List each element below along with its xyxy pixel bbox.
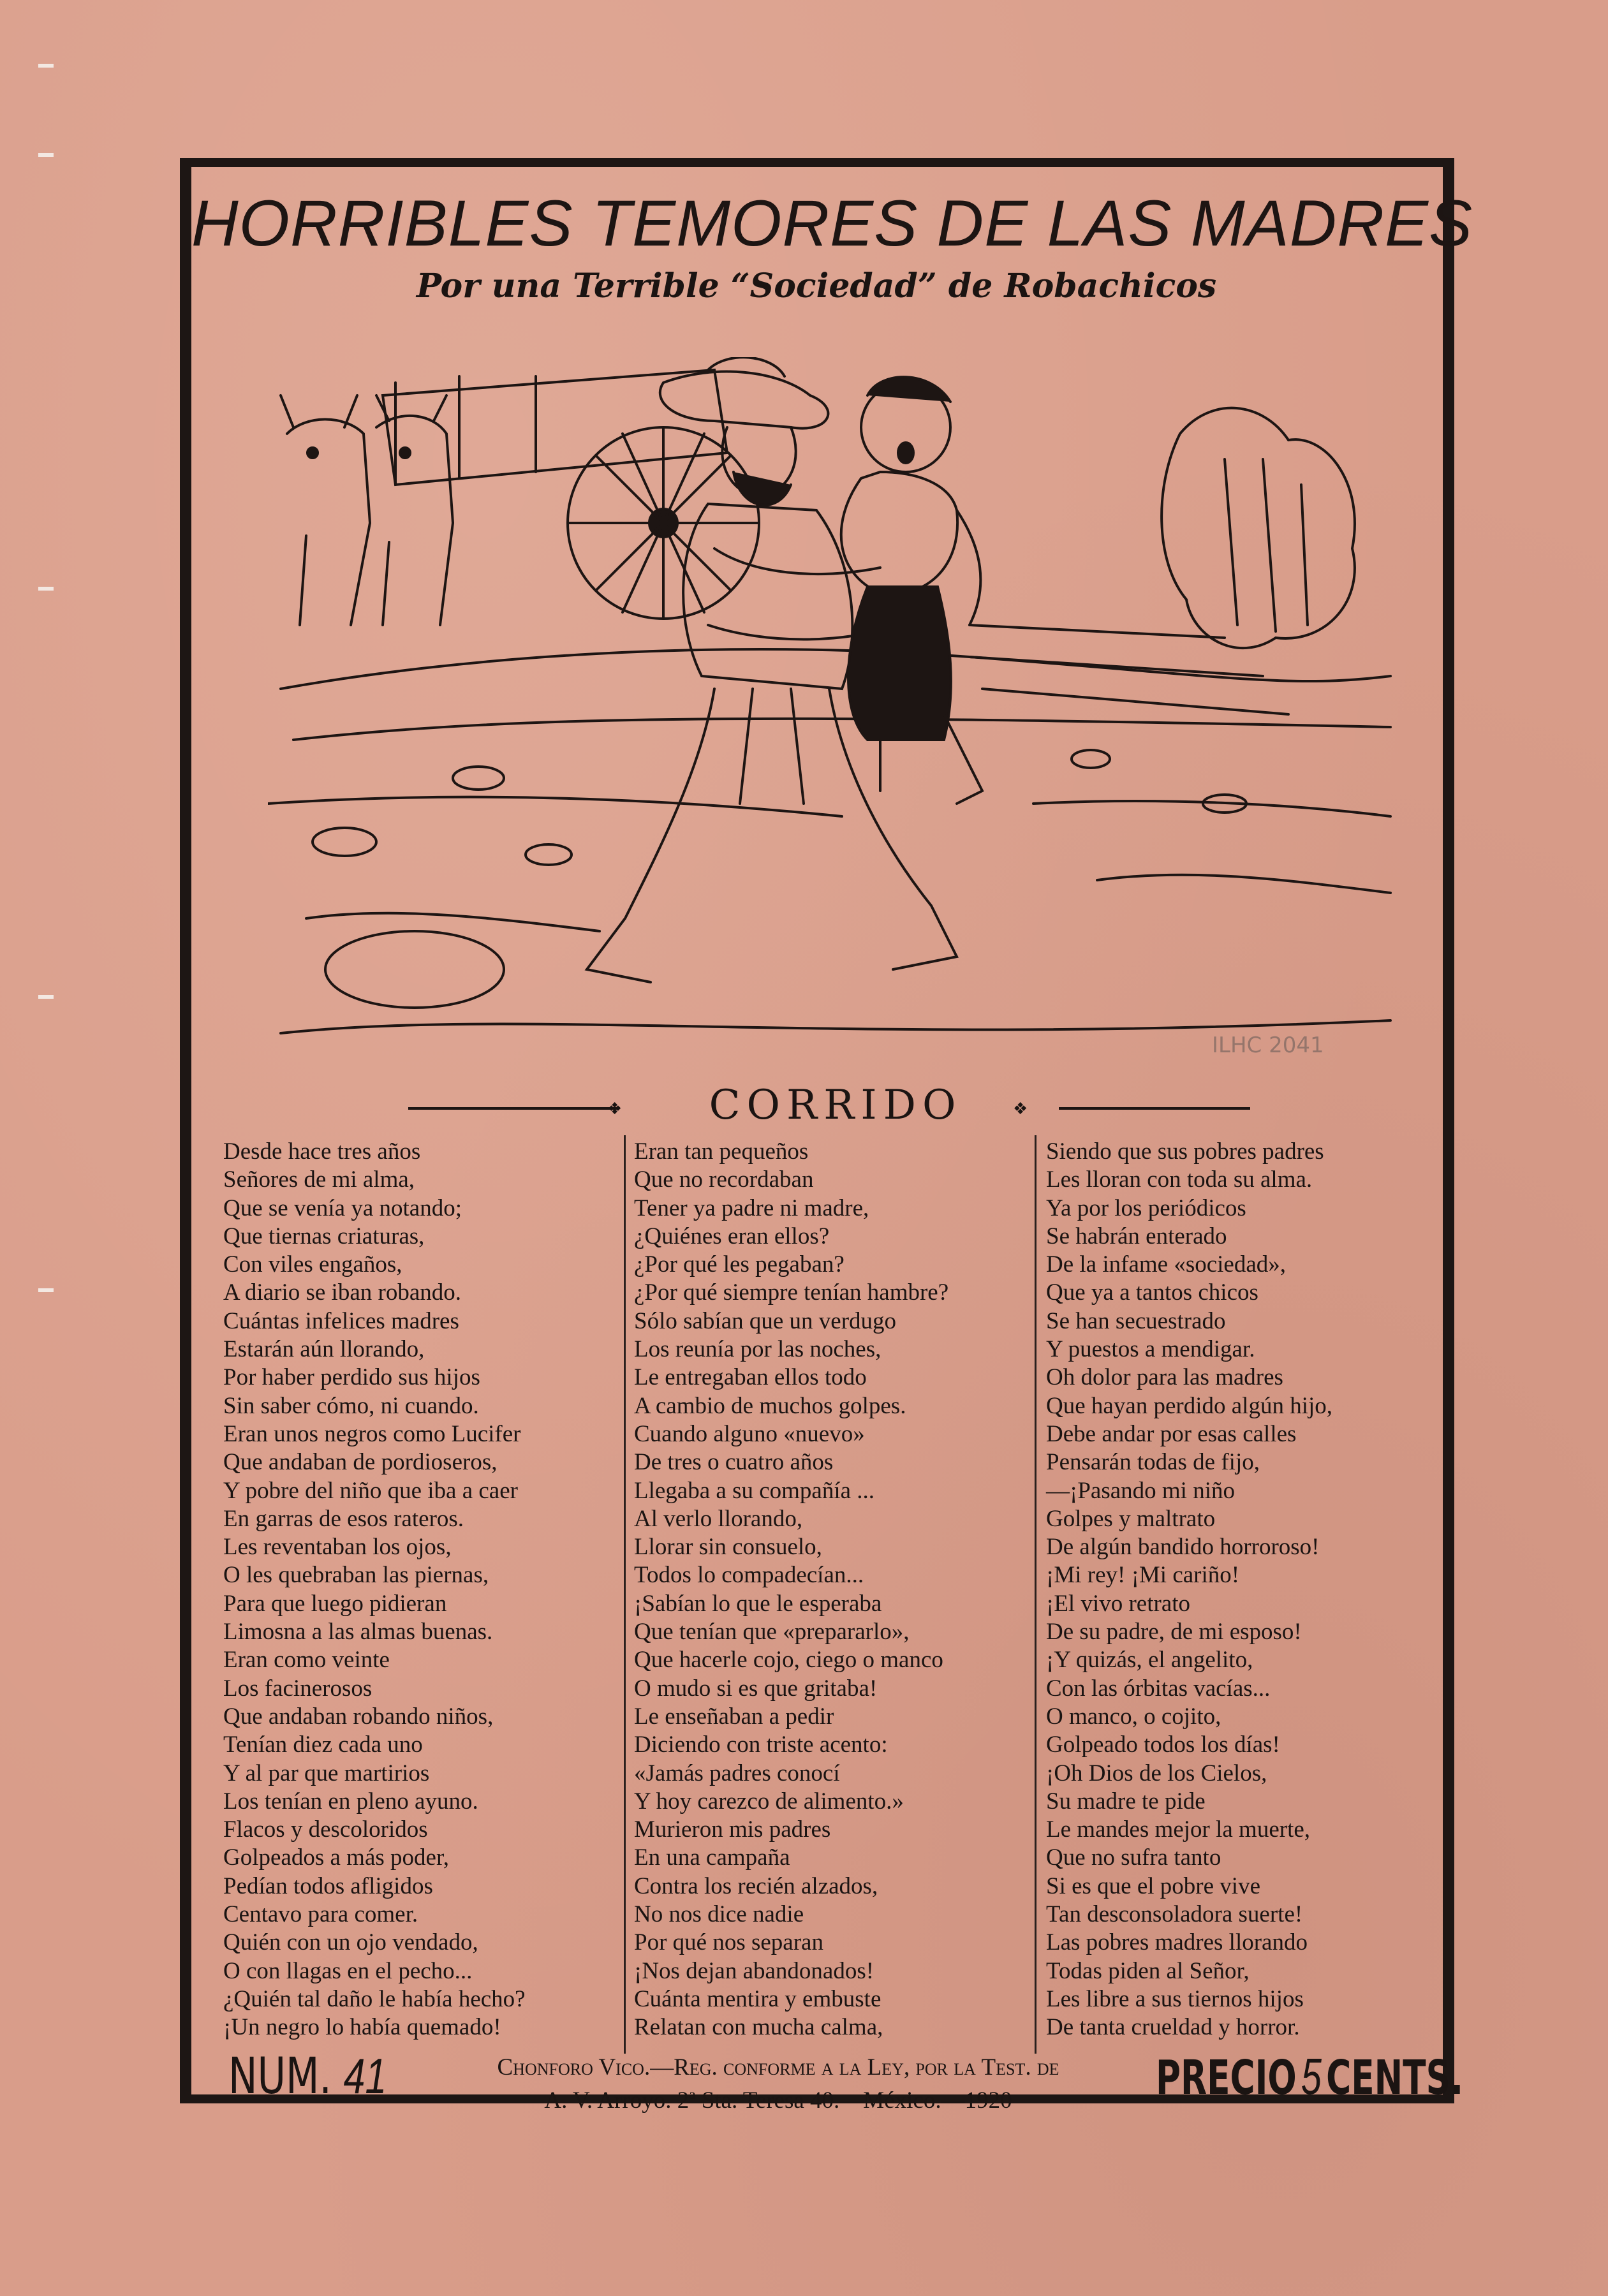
issue-number-label: NUM.	[228, 2048, 332, 2105]
verse-line: O con llagas en el pecho...	[223, 1957, 473, 1984]
verse-line: Y hoy carezco de alimento.»	[634, 1788, 904, 1814]
verse-line: De tres o cuatro años	[634, 1449, 834, 1476]
verse-line: Que ya a tantos chicos	[1046, 1279, 1258, 1306]
page-subtitle: Por una Terrible “Sociedad” de Robachicos	[416, 267, 1217, 305]
heading-rule-left	[408, 1107, 619, 1110]
section-heading-row	[408, 1082, 1250, 1133]
verse-line: Limosna a las almas buenas.	[223, 1619, 493, 1645]
verse-line: Le mandes mejor la muerte,	[1046, 1816, 1311, 1843]
verse-line: Que no recordaban	[634, 1166, 814, 1193]
verse-line: De algún bandido horroroso!	[1046, 1534, 1320, 1561]
verse-line: En una campaña	[634, 1844, 790, 1871]
verse-line: Para que luego pidieran	[223, 1590, 447, 1617]
verse-line: Eran unos negros como Lucifer	[223, 1420, 521, 1447]
verse-line: O les quebraban las piernas,	[223, 1562, 489, 1589]
publisher-line-2: A. V. Arroyo. 2ª Sta. Teresa 40.—México.—1920	[544, 2087, 1012, 2114]
verse-line: Les libre a sus tiernos hijos	[1046, 1985, 1304, 2012]
verse-line: Desde hace tres años	[223, 1138, 421, 1165]
verse-column-1	[223, 1138, 619, 2042]
verse-line: A cambio de muchos golpes.	[634, 1392, 906, 1419]
verse-line: Que hacerle cojo, ciego o manco	[634, 1647, 943, 1674]
price	[1156, 2047, 1463, 2106]
page-title: HORRIBLES TEMORES DE LAS MADRES	[191, 187, 1473, 260]
verse-line: ¿Quién tal daño le había hecho?	[223, 1985, 526, 2012]
verse-line: Los reunía por las noches,	[634, 1336, 881, 1363]
heading-ornament-left: ❖	[607, 1100, 621, 1119]
verse-line: De tanta crueldad y horror.	[1046, 2014, 1300, 2041]
verse-line: En garras de esos rateros.	[223, 1505, 464, 1532]
verse-line: Las pobres madres llorando	[1046, 1929, 1308, 1956]
verse-line: —¡Pasando mi niño	[1046, 1477, 1235, 1504]
verse-line: Relatan con mucha calma,	[634, 2014, 883, 2041]
verse-line: Y al par que martirios	[223, 1760, 430, 1786]
verse-line: Todas piden al Señor,	[1046, 1957, 1250, 1984]
verse-line: Debe andar por esas calles	[1046, 1420, 1297, 1447]
verse-line: Pedían todos afligidos	[223, 1873, 433, 1899]
verse-line: Por haber perdido sus hijos	[223, 1364, 480, 1391]
verse-line: Le entregaban ellos todo	[634, 1364, 867, 1391]
verse-line: ¡Mi rey! ¡Mi cariño!	[1046, 1562, 1240, 1589]
verse-line: Siendo que sus pobres padres	[1046, 1138, 1324, 1165]
verse-line: Le enseñaban a pedir	[634, 1703, 834, 1730]
verse-line: Que hayan perdido algún hijo,	[1046, 1392, 1333, 1419]
verse-line: Todos lo compadecían...	[634, 1562, 864, 1589]
verse-line: Pensarán todas de fijo,	[1046, 1449, 1260, 1476]
verse-line: ¡Oh Dios de los Cielos,	[1046, 1760, 1267, 1786]
verse-column-2	[634, 1138, 1036, 2042]
verse-line: ¡El vivo retrato	[1046, 1590, 1191, 1617]
verse-line: Si es que el pobre vive	[1046, 1873, 1260, 1899]
verse-line: Que se venía ya notando;	[223, 1195, 462, 1221]
verse-line: Contra los recién alzados,	[634, 1873, 878, 1899]
verse-line: Les reventaban los ojos,	[223, 1534, 452, 1561]
verse-line: A diario se iban robando.	[223, 1279, 461, 1306]
verse-line: Los facinerosos	[223, 1675, 372, 1702]
verse-line: ¿Por qué les pegaban?	[634, 1251, 845, 1278]
verse-line: ¡Nos dejan abandonados!	[634, 1957, 874, 1984]
verse-line: Murieron mis padres	[634, 1816, 831, 1843]
issue-number-value: 41	[343, 2048, 387, 2104]
verse-line: Cuántas infelices madres	[223, 1307, 459, 1334]
price-unit: CENTS.	[1326, 2050, 1464, 2105]
verse-line: Que tenían que «prepararlo»,	[634, 1619, 910, 1645]
verse-line: Con viles engaños,	[223, 1251, 402, 1278]
verse-line: ¿Por qué siempre tenían hambre?	[634, 1279, 949, 1306]
verse-line: Los tenían en pleno ayuno.	[223, 1788, 478, 1814]
verse-line: Tenían diez cada uno	[223, 1732, 423, 1758]
heading-ornament-right: ❖	[1013, 1100, 1027, 1119]
verse-line: Tan desconsoladora suerte!	[1046, 1901, 1303, 1928]
verse-line: Eran tan pequeños	[634, 1138, 809, 1165]
verse-line: Su madre te pide	[1046, 1788, 1206, 1814]
verse-line: Se habrán enterado	[1046, 1223, 1227, 1249]
verse-line: Y puestos a mendigar.	[1046, 1336, 1255, 1363]
verse-line: De su padre, de mi esposo!	[1046, 1619, 1302, 1645]
verse-line: Sin saber cómo, ni cuando.	[223, 1392, 479, 1419]
verse-line: Golpeados a más poder,	[223, 1844, 450, 1871]
verse-line: Que andaban robando niños,	[223, 1703, 494, 1730]
verse-line: ¡Un negro lo había quemado!	[223, 2014, 501, 2041]
library-stamp: ILHC 2041	[1212, 1033, 1324, 1058]
verse-line: ¿Quiénes eran ellos?	[634, 1223, 830, 1249]
verse-line: Tener ya padre ni madre,	[634, 1195, 869, 1221]
verse-line: Oh dolor para las madres	[1046, 1364, 1283, 1391]
verse-line: Ya por los periódicos	[1046, 1195, 1246, 1221]
verse-line: Se han secuestrado	[1046, 1307, 1226, 1334]
verse-line: ¡Sabían lo que le esperaba	[634, 1590, 882, 1617]
publisher-line-1: Chonforo Vico.—Reg. conforme a la Ley, por la Test. de	[497, 2054, 1059, 2080]
verse-line: No nos dice nadie	[634, 1901, 804, 1928]
verse-line: Quién con un ojo vendado,	[223, 1929, 478, 1956]
verse-line: Estarán aún llorando,	[223, 1336, 425, 1363]
verse-line: Llegaba a su compañía ...	[634, 1477, 875, 1504]
issue-number	[228, 2047, 387, 2105]
verse-line: De la infame «sociedad»,	[1046, 1251, 1287, 1278]
verse-line: O manco, o cojito,	[1046, 1703, 1221, 1730]
verse-line: Con las órbitas vacías...	[1046, 1675, 1271, 1702]
verse-line: Señores de mi alma,	[223, 1166, 415, 1193]
verse-line: Eran como veinte	[223, 1647, 390, 1674]
verse-line: Que no sufra tanto	[1046, 1844, 1221, 1871]
price-label: PRECIO	[1156, 2050, 1297, 2105]
verse-line: Diciendo con triste acento:	[634, 1732, 888, 1758]
section-heading: CORRIDO	[709, 1082, 963, 1129]
verse-line: Golpeado todos los días!	[1046, 1732, 1280, 1758]
verse-line: Les lloran con toda su alma.	[1046, 1166, 1313, 1193]
verse-line: Que tiernas criaturas,	[223, 1223, 425, 1249]
verse-line: Flacos y descoloridos	[223, 1816, 428, 1843]
verse-line: Cuánta mentira y embuste	[634, 1985, 881, 2012]
column-divider-1	[624, 1135, 626, 2054]
verse-line: Golpes y maltrato	[1046, 1505, 1216, 1532]
heading-rule-right	[1059, 1107, 1250, 1110]
verse-line: ¡Y quizás, el angelito,	[1046, 1647, 1253, 1674]
verse-column-3	[1046, 1138, 1429, 2042]
verse-line: Por qué nos separan	[634, 1929, 823, 1956]
verse-line: «Jamás padres conocí	[634, 1760, 840, 1786]
verse-line: Y pobre del niño que iba a caer	[223, 1477, 518, 1504]
verse-line: Centavo para comer.	[223, 1901, 418, 1928]
verse-line: O mudo si es que gritaba!	[634, 1675, 878, 1702]
verse-line: Cuando alguno «nuevo»	[634, 1420, 865, 1447]
verse-line: Sólo sabían que un verdugo	[634, 1307, 897, 1334]
publisher-imprint	[421, 2051, 1135, 2117]
verse-line: Al verlo llorando,	[634, 1505, 803, 1532]
torn-edge-marks	[38, 64, 57, 1339]
engraving-man-carrying-child-icon	[268, 357, 1403, 1071]
verse-line: Llorar sin consuelo,	[634, 1534, 822, 1561]
column-divider-2	[1035, 1135, 1036, 2054]
price-value: 5	[1301, 2048, 1322, 2105]
verse-line: Que andaban de pordioseros,	[223, 1449, 498, 1476]
